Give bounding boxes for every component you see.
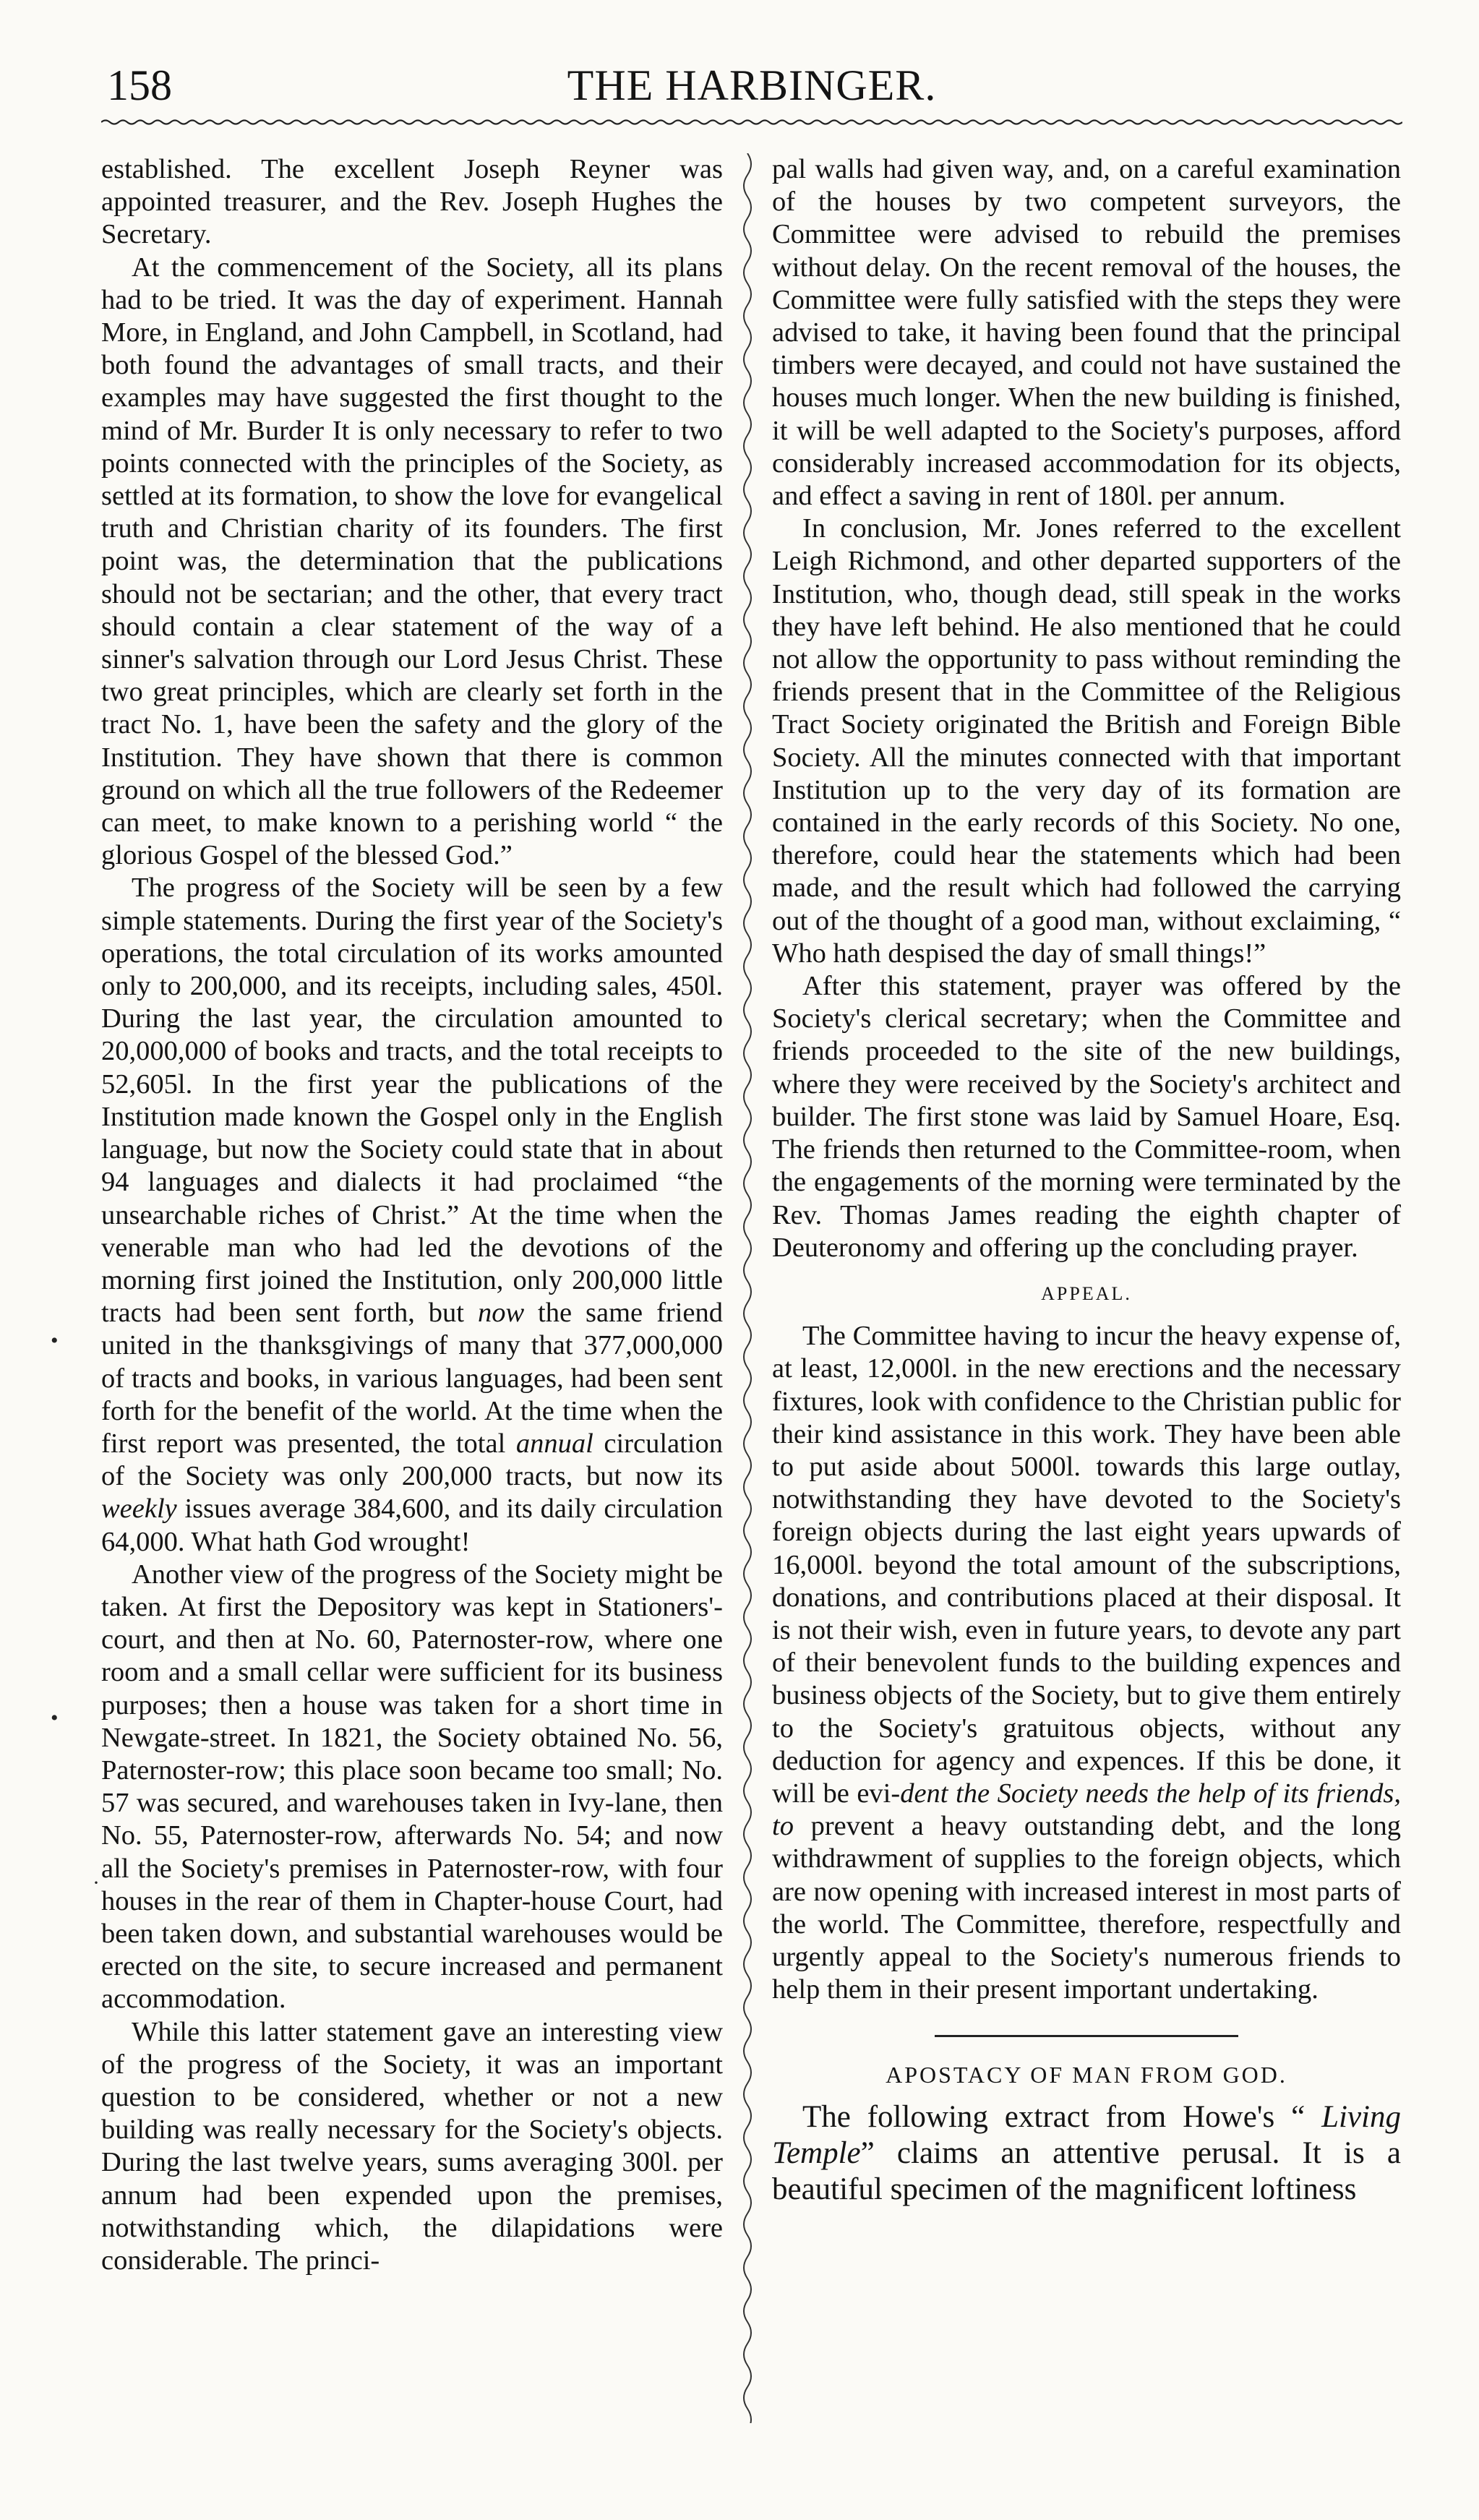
text-run: issues average 384,600, and its daily circulation 64,000. What hath God wrought!: [101, 1493, 723, 1557]
paragraph: In conclusion, Mr. Jones referred to the excellent Leigh Richmond, and other departed supporters of the Institution, who, though dead, still speak in the works they have left behind. He also mentioned that he could not allow the opportunity to pass without reminding the friends present that in the Committee of the Religious Tract Society originated the British and Foreign Bible Society. All the minutes connected with that important Institution up to the very day of its formation are contained in the early records of this Society. No one, therefore, could hear the statements which had been made, and the result which had followed the carrying out of the thought of a good man, without exclaiming, “ Who hath despised the day of small things!”: [772, 513, 1401, 969]
stray-mark: ·: [93, 1871, 100, 1895]
emphasis: now: [477, 1298, 525, 1329]
paragraph: Another view of the progress of the Society might be taken. At first the Depository was kept in Stationers'-court, and then at No. 60, Paternoster-row, where one room and a small cellar were sufficient for its business purposes; then a house was taken for a short time in Newgate-street. In 1821, the Society obtained No. 56, Paternoster-row; this place soon became too small; No. 57 was secured, and warehouses taken in Ivy-lane, then No. 55, Paternoster-row, afterwards No. 54; and now all the Society's premises in Paternoster-row, with four houses in the rear of them in Chapter-house Court, had been taken down, and substantial warehouses would be erected on the site, to secure increased and permanent accommodation.: [101, 1559, 723, 2015]
paragraph: After this statement, prayer was offered by the Society's clerical secretary; when the Committee and friends proceeded to the site of the new buildings, where they were received by the Society's architect and builder. The first stone was laid by Samuel Hoare, Esq. The friends then returned to the Committee-room, when the engagements of the morning were terminated by the Rev. Thomas James reading the eighth chapter of Deuteronomy and offering up the concluding prayer.: [772, 971, 1401, 1263]
text-run: ” claims an attentive perusal. It is a beautiful specimen of the magnificent loftiness: [772, 2135, 1401, 2206]
section-rule: [935, 2035, 1238, 2037]
text-run: The following extract from Howe's “: [802, 2099, 1322, 2134]
emphasis: dent the Society needs the help of its friends, to: [772, 1778, 1401, 1842]
paragraph: While this latter statement gave an interesting view of the progress of the Society, it was an important question to be considered, whether or not a new building was really necessary for the Society's objects. During the last twelve years, sums averaging 300l. per annum had been expended upon the premises, notwithstanding which, the dilapidations were considerable. The princi-: [101, 2016, 723, 2276]
paragraph: established. The excellent Joseph Reyner was appointed treasurer, and the Rev. Joseph Hughes the Secretary.: [101, 154, 723, 250]
page-number: 158: [107, 61, 172, 109]
text-run: circulation of the Society was only 200,000 tracts, but now its: [101, 1428, 724, 1492]
paragraph: [772, 1320, 1401, 2006]
paragraph: At the commencement of the Society, all its plans had to be tried. It was the day of experiment. Hannah More, in England, and John Campbell, in Scotland, had both found the advantages of small tracts, and their examples may have suggested the first thought to the mind of Mr. Burder It is only necessary to refer to two points connected with the principles of the Society, as settled at its formation, to show the love for evangelical truth and Christian charity of its founders. The first point was, the determination that the publications should not be sectarian; and the other, that every tract should contain a clear statement of the way of a sinner's salvation through our Lord Jesus Christ. These two great principles, which are clearly set forth in the tract No. 1, have been the safety and the glory of the Institution. They have shown that there is common ground on which all the true followers of the Redeemer can meet, to make known to a perishing world “ the glorious Gospel of the blessed God.”: [101, 252, 723, 871]
left-column: [101, 153, 723, 2277]
emphasis: Living Temple: [772, 2099, 1401, 2170]
emphasis: annual: [515, 1428, 593, 1459]
emphasis: weekly: [101, 1493, 177, 1525]
text-run: The progress of the Society will be seen by a few simple statements. During the first year of the Society's operations, the total circulation of its works amounted only to 200,000, and its receipts, including sales, 450l. During the last year, the circulation amounted to 20,000,000 of books and tracts, and the total receipts to 52,605l. In the first year the publications of the Institution made known the Gospel only in the English language, but now the Society could state that in about 94 languages and dialects it had proclaimed “the unsearchable riches of Christ.” At the time when the venerable man who had led the devotions of the morning first joined the Institution, only 200,000 little tracts had been sent forth,: [101, 873, 723, 1329]
apostacy-heading: APOSTACY OF MAN FROM GOD.: [886, 2062, 1287, 2088]
text-run: but: [428, 1298, 478, 1329]
page-header: [101, 56, 1402, 114]
paragraph: pal walls had given way, and, on a careful examination of the houses by two competent surveyors, the Committee were advised to rebuild the premises without delay. On the recent removal of the houses, the Committee were fully satisfied with the steps they were advised to take, it having been found that the principal timbers were decayed, and could not have sustained the houses much longer. When the new building is finished, it will be well adapted to the Society's purposes, afford considerably increased accommodation for its objects, and effect a saving in rent of 180l. per annum.: [772, 154, 1401, 512]
running-title: THE HARBINGER.: [567, 61, 937, 109]
paragraph: [101, 872, 723, 1558]
appeal-heading: APPEAL.: [1041, 1282, 1132, 1304]
text-run: prevent a heavy outstanding debt, and the long withdrawment of supplies to the foreign objects, which are now opening with increased interest in most parts of the world. The Committee, therefore, respectfully and urgently appeal to the Society's numerous friends to help them in their present important undertaking.: [772, 1811, 1401, 2005]
stray-mark: •: [51, 1329, 59, 1353]
wavy-column-divider: [737, 153, 758, 2423]
wavy-header-rule: [101, 117, 1402, 127]
paragraph: [772, 2099, 1401, 2208]
text-run: The Committee having to incur the heavy expense of, at least, 12,000l. in the new erections and the necessary fixtures, look with confidence to the Christian public for their kind assistance in this work. They have been able to put aside about 5000l. towards this large outlay, notwithstanding they have devoted to the Society's foreign objects during the last eight years upwards of 16,000l. beyond the total amount of the subscriptions, donations, and contributions placed at their disposal. It is not their wish, even in future years, to devote any part of their benevolent funds to the building expences and business objects of the Society, but to give them entirely to the Society's gratuitous objects, without any deduction for agency and expences. If this be done, it will be evi-: [772, 1321, 1401, 1809]
right-column: [772, 153, 1401, 2208]
stray-mark: •: [51, 1706, 59, 1730]
text-run: the same friend united in the thanksgivings of many that 377,000,000 of tracts and books, in various languages, had been sent forth for the benefit of the world. At the time when the first report was presented, the total: [101, 1298, 723, 1459]
